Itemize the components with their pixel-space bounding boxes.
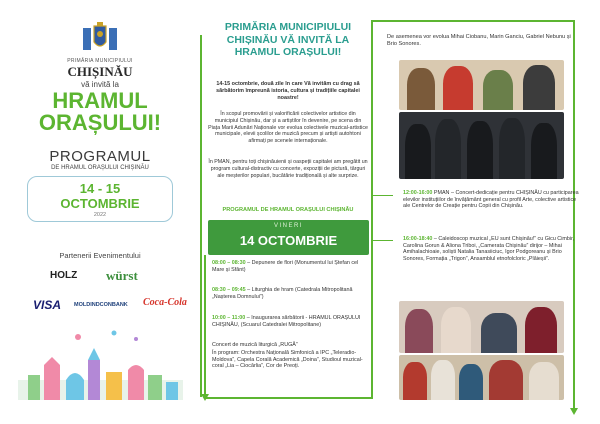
arrow-down-icon	[201, 394, 209, 401]
partner-logo-visa: VISA	[33, 298, 62, 312]
day-name: VINERI	[273, 223, 303, 229]
partner-logo-wurst: würst	[106, 268, 138, 283]
timeline-line	[204, 255, 206, 398]
city-illustration	[18, 325, 183, 400]
paragraph-2: În PMAN, pentru toți chișinăuienii și oaspeții capitalei am pregătit un program cultural-distractiv cu concerte, expoziții de pictură, târguri ale meșterilor populari, bucătărie tradițională și alte surprize.	[208, 159, 368, 179]
right-border-line	[371, 20, 373, 399]
left-panel	[0, 0, 200, 424]
event-item	[403, 190, 583, 210]
event-time: 10:00 – 11:00	[212, 315, 246, 321]
timeline-connector	[204, 397, 372, 399]
performers-photo-middle	[399, 301, 564, 353]
event-time: 08:00 – 08:30	[212, 260, 246, 266]
program-title: PROGRAMUL	[49, 148, 151, 165]
performers-photo-top	[399, 60, 564, 110]
performers-photo-bottom	[399, 355, 564, 400]
middle-panel	[200, 0, 375, 424]
event-item	[212, 287, 370, 300]
invite-text: vă invită la	[81, 80, 119, 89]
right-panel	[375, 0, 600, 424]
event-text: – Depunere de flori (Monumentul lui Ștefan cel Mare și Sfânt)	[212, 260, 359, 273]
day-date: 14 OCTOMBRIE	[239, 233, 338, 248]
event-item	[212, 315, 370, 328]
hramul-title: HRAMUL	[52, 88, 148, 113]
left-border-line	[200, 35, 202, 397]
concert-detail: În program: Orchestra Națională Simfonică a IPC „Teleradio-Moldova”, Capela Corală Academică „Doina”, Studioul muzical-coral „Lia – Ciocârlia”, Cor de Preoți.	[212, 350, 363, 370]
event-text: – Inaugurarea sărbătorii - HRAMUL ORAȘULUI CHIȘINĂU, (Scuarul Catedralei Mitropolitane)	[212, 315, 361, 328]
event-time: 12:00-16:00	[403, 190, 433, 196]
event-item	[212, 260, 370, 273]
timeline-tick	[371, 195, 393, 196]
intro-text: 14-15 octombrie, două zile în care Vă invităm cu drag să sărbătorim împreună istoria, cultura și tradițiile capitalei noastre!	[216, 81, 360, 101]
event-time: 16:00-18:40	[403, 236, 433, 242]
event-item	[403, 236, 583, 262]
performers-intro: De asemenea vor evolua Mihai Ciobanu, Marin Ganciu, Gabriel Nebunu și Brio Sonores.	[387, 34, 571, 48]
brio-sonores-photo	[399, 112, 564, 179]
event-text: – Liturghia de hram (Catedrala Mitropolitană „Nașterea Domnului”)	[212, 287, 353, 300]
paragraph-1: În scopul promovării și valorificării colectivelor artistice din municipiul Chișinău, dar și a artiștilor în devenire, pe scena din Piața Marii Adunări Naționale vor evolua colectivele muzical-artistice municipale, elevii școlilor de muzică precum și artiști autohtoni afirmați pe scenele internaționale.	[208, 111, 368, 145]
partner-logo-moldindconbank: MOLDINDCONBANK	[74, 302, 128, 308]
org-line1: PRIMĂRIA MUNICIPIULUI	[67, 58, 133, 64]
event-time: 08:30 – 09:45	[212, 287, 246, 293]
program-label: PROGRAMUL DE HRAMUL ORAȘULUI CHIȘINĂU	[222, 207, 354, 213]
main-heading: PRIMĂRIA MUNICIPIULUI CHIȘINĂU VĂ INVITĂ LA HRAMUL ORAȘULUI!	[224, 21, 352, 58]
partner-logo-holz: HOLZ	[50, 270, 78, 281]
concert-title: Concert de muzică liturgică „RUGĂ”	[212, 342, 298, 348]
date-range: 14 - 15	[79, 181, 121, 196]
partners-title: Partenerii Evenimentului	[59, 251, 141, 260]
city-crest-icon	[81, 22, 119, 56]
org-line2: CHIȘINĂU	[67, 64, 133, 79]
event-text: PMAN – Concert-dedicație pentru CHIȘINĂU cu participarea elevilor instituțiilor de învățământ general cu profil Arte, colective artistice ale Centrelor de Creație pentru Copii din Chișinău.	[403, 190, 579, 210]
partner-logo-coca-cola: Coca-Cola	[143, 297, 187, 308]
date-month: OCTOMBRIE	[60, 196, 140, 211]
program-subtitle: DE HRAMUL ORAȘULUI CHIȘINĂU	[51, 165, 149, 171]
event-text: – Caleidoscop muzical „EU sunt Chișinău!” cu Gicu Cimbir, Carolina Gorun & Aliona Triboi, „Camerata Chișinău” dirijor – Mihai Amihalachioaie, soliști Natalia Tanasiiciuc, Igor Podgoreanu și Brio Sonores, Formația „Trigon”, Ansamblul etnofolcloric „Plăieșii”.	[403, 236, 575, 262]
orasului-title: ORAȘULUI!	[38, 110, 162, 135]
timeline-tick	[371, 240, 393, 241]
date-year: 2022	[93, 212, 107, 218]
